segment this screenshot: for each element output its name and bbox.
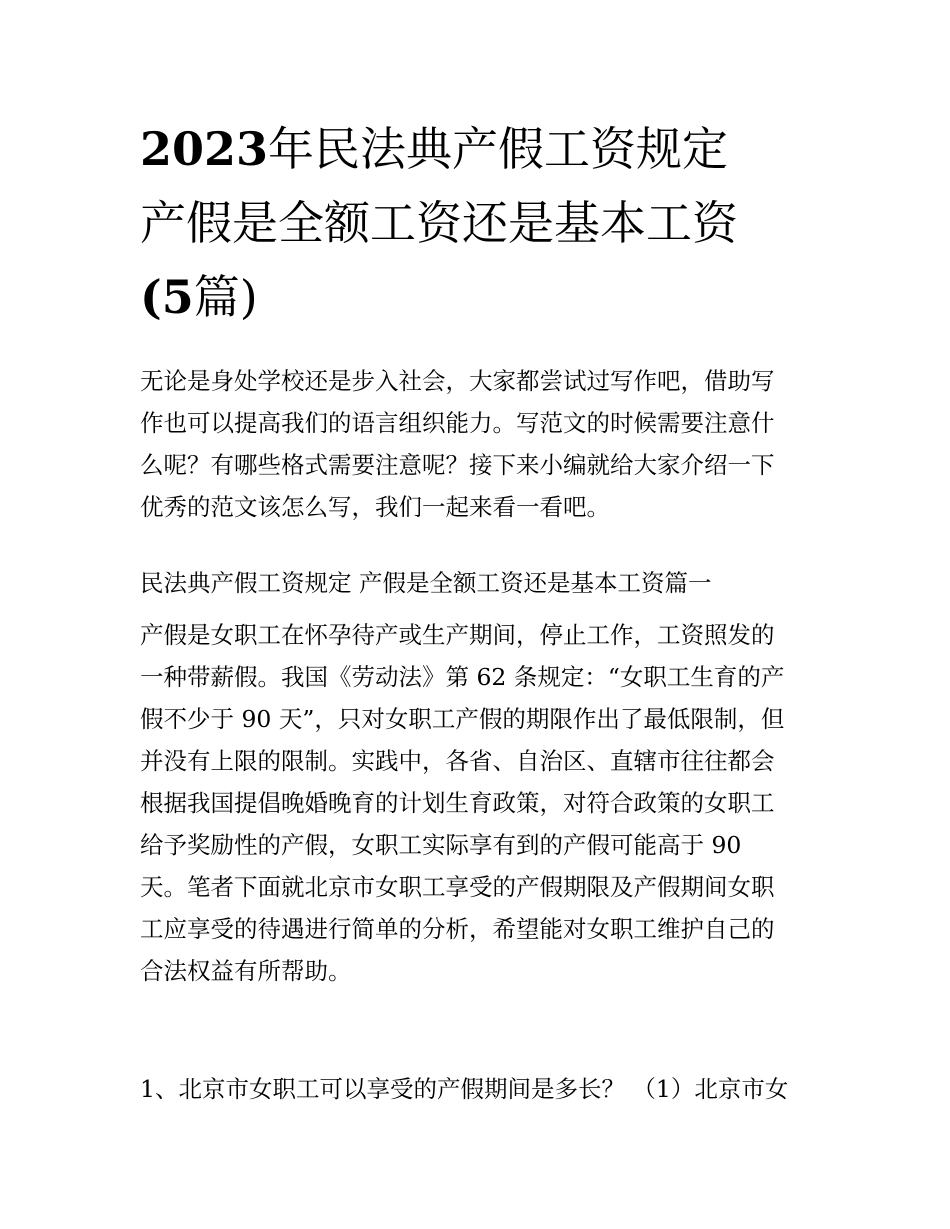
intro-paragraph: [140, 360, 815, 528]
intro-line: 无论是身处学校还是步入社会，大家都尝试过写作吧，借助写: [140, 367, 775, 395]
main-paragraph: [140, 614, 815, 992]
main-line: 合法权益有所帮助。: [140, 957, 352, 985]
intro-line: 作也可以提高我们的语言组织能力。写范文的时候需要注意什: [140, 409, 775, 437]
document-title: [140, 112, 840, 334]
main-line: 天。笔者下面就北京市女职工享受的产假期限及产假期间女职: [140, 873, 775, 901]
main-line: 一种带薪假。我国《劳动法》第 62 条规定：“女职工生育的产: [140, 663, 785, 691]
title-line-1: [140, 112, 840, 186]
title-count: (5: [140, 270, 194, 324]
title-year: 2023: [140, 122, 269, 176]
main-line: 假不少于 90 天”，只对女职工产假的期限作出了最低限制，但: [140, 705, 785, 733]
intro-line: 么呢？有哪些格式需要注意呢？接下来小编就给大家介绍一下: [140, 451, 775, 479]
main-line: 给予奖励性的产假，女职工实际享有到的产假可能高于 90: [140, 831, 742, 859]
title-line-2: 产假是全额工资还是基本工资: [140, 196, 738, 250]
main-line: 根据我国提倡晚婚晚育的计划生育政策，对符合政策的女职工: [140, 789, 775, 817]
main-line: 并没有上限的限制。实践中，各省、自治区、直辖市往往都会: [140, 747, 775, 775]
main-line: 工应享受的待遇进行简单的分析，希望能对女职工维护自己的: [140, 915, 775, 943]
section-heading-text: 民法典产假工资规定 产假是全额工资还是基本工资篇一: [140, 569, 712, 597]
main-line: 产假是女职工在怀孕待产或生产期间，停止工作，工资照发的: [140, 621, 775, 649]
list-item-1: [140, 1068, 815, 1110]
section-heading: [140, 562, 815, 604]
intro-line: 优秀的范文该怎么写，我们一起来看一看吧。: [140, 493, 610, 521]
list-item-1-text: 1、北京市女职工可以享受的产假期间是多长？ （1）北京市女: [140, 1075, 789, 1103]
title-line-3-text: 篇): [193, 270, 258, 324]
title-line-1-text: 年民法典产假工资规定: [268, 122, 729, 176]
title-line-3: [140, 260, 840, 334]
